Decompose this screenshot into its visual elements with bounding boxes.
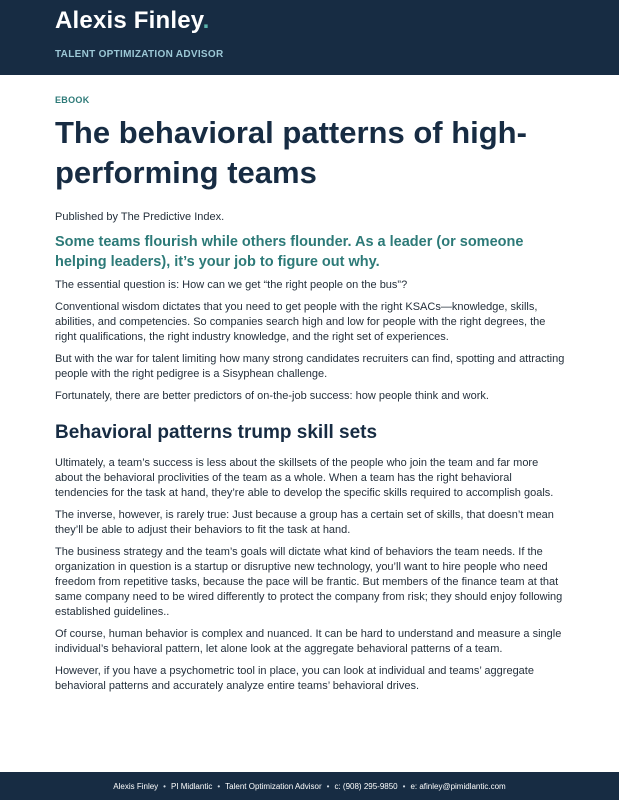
section-paragraph: Of course, human behavior is complex and nuanced. It can be hard to understand and measure a single individual’s behavioral pattern, let alone look at the aggregate behavioral patterns of a team. [55,628,562,655]
intro-paragraph: The essential question is: How can we get “the right people on the bus”? [55,279,408,291]
page-footer [0,772,619,800]
publisher-line: Published by The Predictive Index. [55,211,225,223]
section-paragraph: Ultimately, a team’s success is less about the skillsets of the people who join the team and far more about the behavioral proclivities of the team as a whole. When a team has the right behavioral tendencies for the task at hand, they’re able to develop the specific skills required to accomplish goals. [55,457,554,499]
intro-paragraph: Fortunately, there are better predictors of on-the-job success: how people think and work. [55,390,489,402]
section-paragraph: The inverse, however, is rarely true: Just because a group has a certain set of skills, that doesn’t mean they’ll be able to adjust their behaviors to fit the task at hand. [55,509,554,536]
intro-paragraph: Conventional wisdom dictates that you need to get people with the right KSACs—knowledge, skills, abilities, and competencies. So companies search high and low for people with the right degrees, the right qualifications, the right industry knowledge, and the right set of experiences. [55,301,546,343]
advisor-name [55,9,209,33]
footer-separator: • [326,781,330,791]
article-body [55,95,565,701]
footer-name: Alexis Finley [113,781,159,791]
brand-dot: . [202,7,210,34]
footer-separator: • [402,781,406,791]
advisor-name-text: Alexis Finley [55,7,203,34]
lead-paragraph: Some teams flourish while others flounder. As a leader (or someone helping leaders), it’s your job to figure out why. [55,234,524,270]
section-heading: Behavioral patterns trump skill sets [55,422,378,443]
content-type-label: EBOOK [55,95,90,105]
footer-role: Talent Optimization Advisor [225,781,322,791]
section-paragraph: However, if you have a psychometric tool in place, you can look at individual and teams’ aggregate behavioral patterns and accurately analyze entire teams’ behavioral drives. [55,665,534,692]
footer-company: PI Midlantic [170,781,213,791]
footer-phone: c: (908) 295-9850 [334,781,398,791]
section-paragraph: The business strategy and the team’s goals will dictate what kind of behaviors the team needs. If the organization in question is a startup or disruptive new technology, you’ll want to hire people who need freedom from repetitive tasks, because the pace will be frantic. But members of the finance team at that same company need to be wired differently to protect the company from risk; they should enjoy following established guidelines.. [55,546,563,618]
intro-paragraph: But with the war for talent limiting how many strong candidates recruiters can find, spotting and attracting people with the right pedigree is a Sisyphean challenge. [55,353,565,380]
advisor-title: TALENT OPTIMIZATION ADVISOR [55,49,224,60]
footer-separator: • [163,781,166,791]
article-title: The behavioral patterns of high-performing teams [55,115,527,190]
page-header [0,0,619,75]
footer-email-link[interactable]: e: afinley@pimidlantic.com [410,781,506,791]
footer-separator: • [217,781,221,791]
